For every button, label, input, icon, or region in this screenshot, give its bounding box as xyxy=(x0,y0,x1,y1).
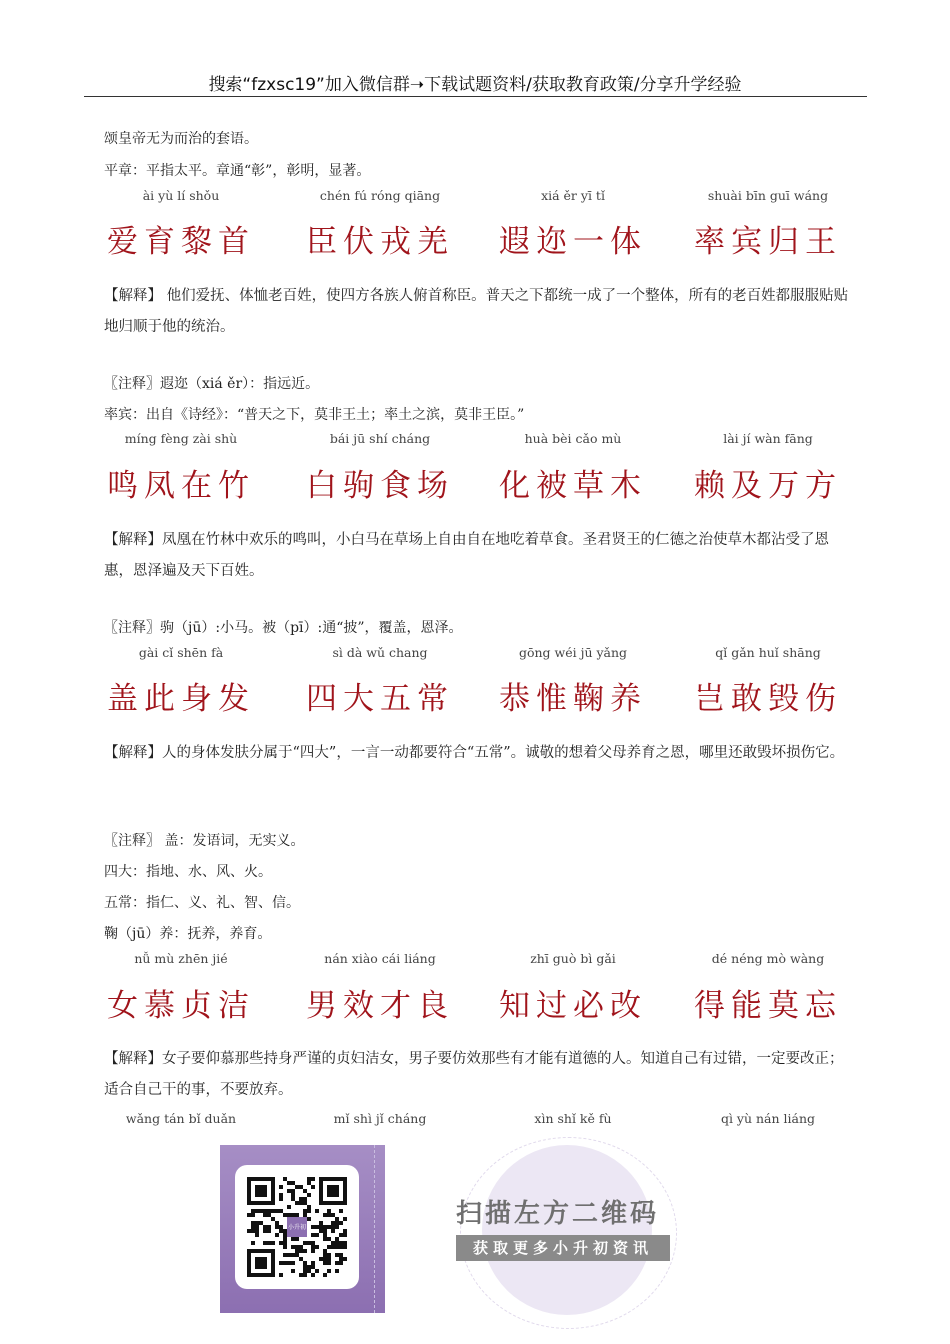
explanation-1: 【解释】 他们爱抚、体恤老百姓，使四方各族人俯首称臣。普天之下都统一成了一个整体，所有的老百姓都服服贴贴地归顺于他的统治。 xyxy=(104,288,849,335)
explanation-2: 【解释】凤凰在竹林中欢乐的鸣叫，小白马在草场上自由自在地吃着草食。圣君贤王的仁德之治使草木都沾受了恩惠，恩泽遍及天下百姓。 xyxy=(104,532,829,579)
idiom: 四大五常 xyxy=(306,681,454,717)
intro-line-1: 颂皇帝无为而治的套语。 xyxy=(104,131,258,147)
idiom: 女慕贞洁 xyxy=(107,988,255,1024)
note: 四大：指地、水、风、火。 xyxy=(104,864,272,880)
pinyin: wǎng tán bǐ duǎn xyxy=(125,1111,237,1126)
note: 〖注释〗驹（jū）:小马。被（pī）:通“披”，覆盖，恩泽。 xyxy=(104,620,463,636)
pinyin: ài yù lí shǒu xyxy=(142,188,220,203)
idiom: 赖及万方 xyxy=(694,468,842,504)
pinyin: bái jū shí cháng xyxy=(329,431,431,446)
decorative-circle xyxy=(482,1145,652,1315)
pinyin: dé néng mò wàng xyxy=(711,951,825,966)
pinyin: xìn shǐ kě fù xyxy=(534,1111,612,1126)
intro-line-2: 平章：平指太平。章通“彰”，彰明，显著。 xyxy=(104,163,371,179)
ticket-perforation xyxy=(368,1145,375,1313)
pinyin: nǚ mù zhēn jié xyxy=(134,951,228,966)
pinyin: chén fú róng qiāng xyxy=(319,188,441,203)
pinyin: qǐ gǎn huǐ shāng xyxy=(715,645,821,660)
pinyin: sì dà wǔ chang xyxy=(332,645,428,660)
qr-banner xyxy=(220,1145,690,1313)
idiom: 盖此身发 xyxy=(107,681,255,717)
page-header: 搜索“fzxsc19”加入微信群➝下载试题资料/获取教育政策/分享升学经验 xyxy=(208,75,742,95)
banner-subtitle: 获取更多小升初资讯 xyxy=(456,1235,670,1261)
pinyin: míng fèng zài shù xyxy=(124,431,238,446)
pinyin: zhī guò bì gǎi xyxy=(530,951,616,966)
idiom: 知过必改 xyxy=(499,988,647,1024)
note: 鞠（jū）养：抚养，养育。 xyxy=(104,926,272,942)
idiom: 鸣凤在竹 xyxy=(107,468,255,504)
idiom: 爱育黎首 xyxy=(107,224,255,260)
explanation-4: 【解释】女子要仰慕那些持身严谨的贞妇洁女，男子要仿效那些有才能有道德的人。知道自己有过错，一定要改正；适合自己干的事，不要放弃。 xyxy=(104,1051,844,1098)
note: 五常：指仁、义、礼、智、信。 xyxy=(104,895,300,911)
idiom: 岂敢毁伤 xyxy=(694,681,842,717)
pinyin: lài jí wàn fāng xyxy=(723,431,813,446)
qr-center-label: 小升初 xyxy=(287,1224,307,1231)
idiom: 遐迩一体 xyxy=(499,224,647,260)
idiom: 男效才良 xyxy=(306,988,454,1024)
pinyin: nán xiào cái liáng xyxy=(324,951,436,966)
idiom: 得能莫忘 xyxy=(694,988,842,1024)
note: 〖注释〗遐迩（xiá ěr）：指远近。 xyxy=(104,376,320,392)
qr-code-icon xyxy=(235,1165,359,1289)
idiom: 白驹食场 xyxy=(306,468,454,504)
banner-title: 扫描左方二维码 xyxy=(456,1199,660,1229)
qr-panel xyxy=(220,1145,385,1313)
idiom: 恭惟鞠养 xyxy=(499,681,647,717)
pinyin: shuài bīn guī wáng xyxy=(707,188,829,203)
idiom: 臣伏戎羌 xyxy=(306,224,454,260)
pinyin: gōng wéi jū yǎng xyxy=(518,645,628,660)
note: 率宾：出自《诗经》：“普天之下，莫非王土；率土之滨，莫非王臣。” xyxy=(104,407,525,423)
pinyin: qì yù nán liáng xyxy=(720,1111,816,1126)
qr-code[interactable] xyxy=(235,1165,359,1289)
idiom: 率宾归王 xyxy=(694,224,842,260)
explanation-3: 【解释】人的身体发肤分属于“四大”，一言一动都要符合“五常”。诚敬的想着父母养育之恩，哪里还敢毁坏损伤它。 xyxy=(104,745,845,761)
header-divider xyxy=(84,96,867,97)
note: 〖注释〗 盖：发语词，无实义。 xyxy=(104,833,305,849)
idiom: 化被草木 xyxy=(499,468,647,504)
pinyin: huà bèi cǎo mù xyxy=(524,431,622,446)
pinyin: xiá ěr yī tǐ xyxy=(541,188,605,203)
pinyin: mǐ shì jǐ cháng xyxy=(333,1111,427,1126)
pinyin: gài cǐ shēn fà xyxy=(138,645,224,660)
